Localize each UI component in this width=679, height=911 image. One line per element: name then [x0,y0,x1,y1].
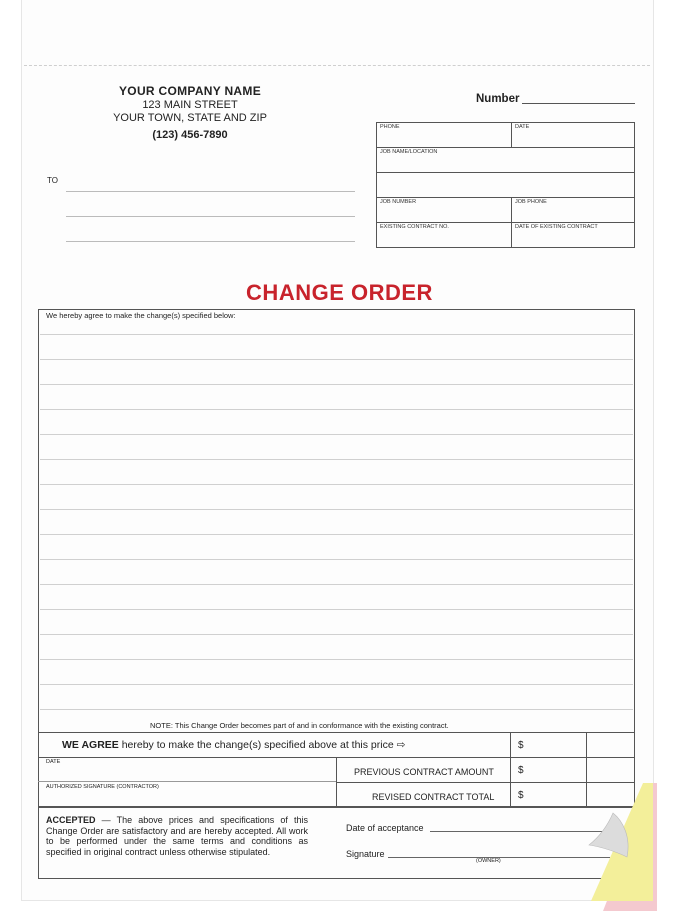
spec-line[interactable] [40,559,633,560]
date-field[interactable]: DATE [515,124,530,130]
spec-line[interactable] [40,484,633,485]
spec-line[interactable] [40,434,633,435]
perforation-line [24,65,650,66]
price-col-divider [510,732,511,807]
date-label: DATE [46,759,61,765]
job-box-divider [376,222,635,223]
company-block [90,84,290,141]
signature-label: Signature [346,849,385,859]
spec-line[interactable] [40,509,633,510]
job-name-field[interactable]: JOB NAME/LOCATION [380,149,438,155]
to-label: TO [47,176,58,185]
arrow-right-icon: ⇨ [396,739,406,751]
we-agree-text [62,739,405,751]
document-title: CHANGE ORDER [246,280,433,305]
price-col-divider [336,757,337,807]
company-phone: (123) 456-7890 [152,129,228,141]
auth-signature-label: AUTHORIZED SIGNATURE (CONTRACTOR) [46,784,159,790]
owner-label: (OWNER) [476,858,501,864]
price-section-top [38,732,635,733]
job-phone-field[interactable]: JOB PHONE [515,199,547,205]
spec-line[interactable] [40,609,633,610]
existing-contract-no-field[interactable]: EXISTING CONTRACT NO. [380,224,449,230]
price-dollar[interactable]: $ [518,740,524,751]
spec-line[interactable] [40,384,633,385]
contract-note: NOTE: This Change Order becomes part of and in conformance with the existing contract. [150,721,449,730]
revised-total-label: REVISED CONTRACT TOTAL [372,792,495,802]
previous-amount-label: PREVIOUS CONTRACT AMOUNT [354,767,494,777]
to-line-1[interactable] [66,191,355,192]
curl-fold [589,813,628,857]
job-box-divider [376,172,635,173]
we-agree-rest: hereby to make the change(s) specified above at this price [118,739,394,751]
company-city: YOUR TOWN, STATE AND ZIP [113,112,267,124]
phone-field[interactable]: PHONE [380,124,400,130]
to-line-2[interactable] [66,216,355,217]
spec-line[interactable] [40,534,633,535]
spec-line[interactable] [40,684,633,685]
company-street: 123 MAIN STREET [142,99,238,111]
spec-line[interactable] [40,659,633,660]
job-box-divider [376,197,635,198]
to-line-3[interactable] [66,241,355,242]
spec-line[interactable] [40,709,633,710]
job-box-divider [511,197,512,248]
we-agree-bold: WE AGREE [62,739,119,751]
acceptance-text [46,815,308,857]
job-box-divider [511,122,512,147]
date-field-line[interactable] [38,781,336,782]
revised-total-dollar[interactable]: $ [518,790,524,801]
spec-line[interactable] [40,409,633,410]
intro-text: We hereby agree to make the change(s) specified below: [46,311,236,320]
company-name: YOUR COMPANY NAME [119,84,261,98]
date-of-acceptance-label: Date of acceptance [346,823,424,833]
previous-amount-dollar[interactable]: $ [518,765,524,776]
accepted-bold: ACCEPTED [46,815,96,825]
spec-line[interactable] [40,334,633,335]
spec-line[interactable] [40,634,633,635]
page-curl-copies [583,783,679,911]
spec-line[interactable] [40,459,633,460]
date-existing-contract-field[interactable]: DATE OF EXISTING CONTRACT [515,224,598,230]
spec-line[interactable] [40,584,633,585]
spec-line[interactable] [40,359,633,360]
job-box-divider [376,147,635,148]
number-label: Number [476,93,520,105]
job-number-field[interactable]: JOB NUMBER [380,199,417,205]
accepted-body: — The above prices and specifications of this Change Order are satisfactory and are hereby accepted. All work to be performed under the same terms and conditions as specified in original contract unless otherwise stipulated. [46,815,308,857]
number-field[interactable] [522,103,635,104]
